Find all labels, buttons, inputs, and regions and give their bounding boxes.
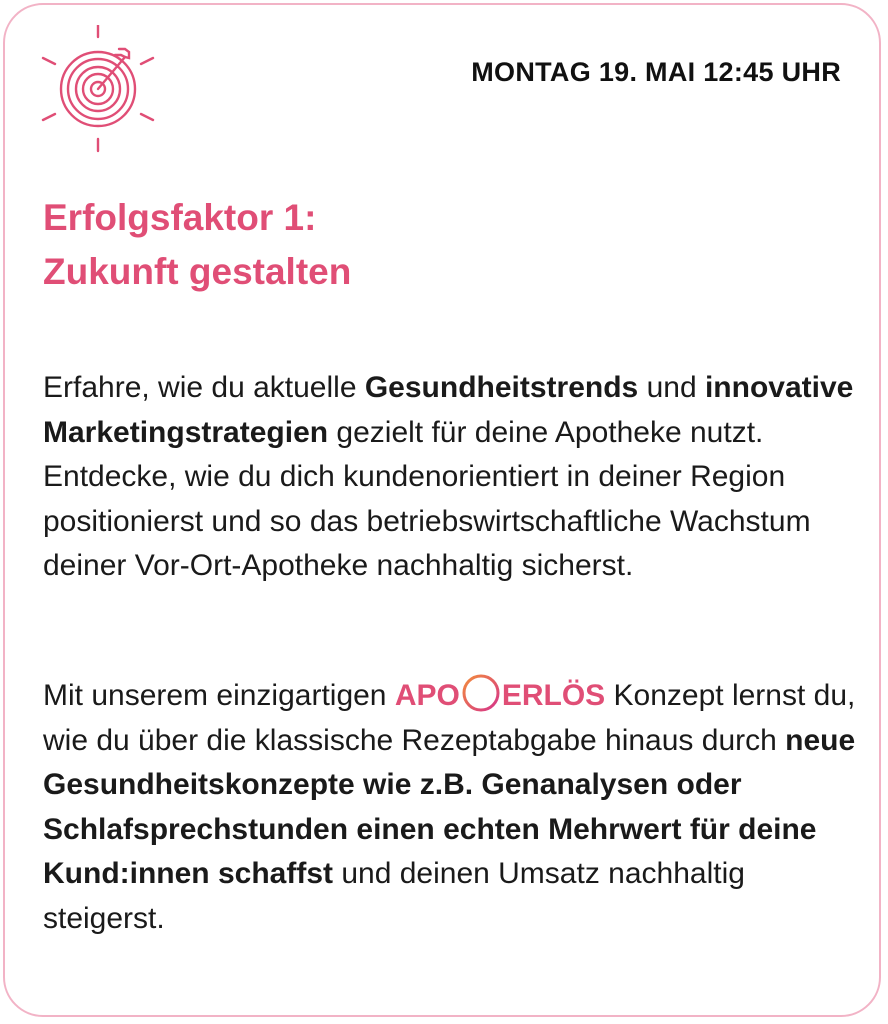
bold-gesundheitstrends: Gesundheitstrends xyxy=(364,371,639,404)
apo-erloes-logo xyxy=(395,679,605,712)
description-paragraph-1 xyxy=(43,366,873,589)
description-paragraph-2 xyxy=(43,673,873,941)
event-datetime: MONTAG 19. MAI 12:45 UHR xyxy=(471,57,841,87)
bold-gesundheitskonzepte: neue Gesundheitskonzepte wie z.B. Genanalysen oder Schlafsprechstunden einen echten Mehrwert für deine Kund:innen schaffst xyxy=(43,723,856,890)
plus-circle-icon xyxy=(461,673,501,713)
text-segment: gezielt für deine Apotheke nutzt. Entdecke, wie du dich kundenorientiert in deiner Region positionierst und so das betriebswirtschaftliche Wachstum deiner Vor-Ort-Apotheke nachhaltig sicherst. xyxy=(43,415,811,582)
target-icon xyxy=(39,25,157,153)
text-segment: und xyxy=(638,371,705,404)
event-card xyxy=(3,3,881,1017)
brand-left: APO xyxy=(394,679,460,712)
title-line-1: Erfolgsfaktor 1: xyxy=(43,197,317,238)
section-title xyxy=(43,191,351,299)
bold-marketingstrategien: innovative Marketingstrategien xyxy=(43,371,854,449)
text-segment: Mit unserem einzigartigen xyxy=(43,679,395,712)
text-segment: Konzept lernst du, wie du über die klassische Rezeptabgabe hinaus durch xyxy=(43,679,856,757)
text-segment: und deinen Umsatz nachhaltig steigerst. xyxy=(43,857,745,935)
text-segment: Erfahre, wie du aktuelle xyxy=(43,371,365,404)
brand-right: ERLÖS xyxy=(501,679,606,712)
title-line-2: Zukunft gestalten xyxy=(43,251,352,292)
